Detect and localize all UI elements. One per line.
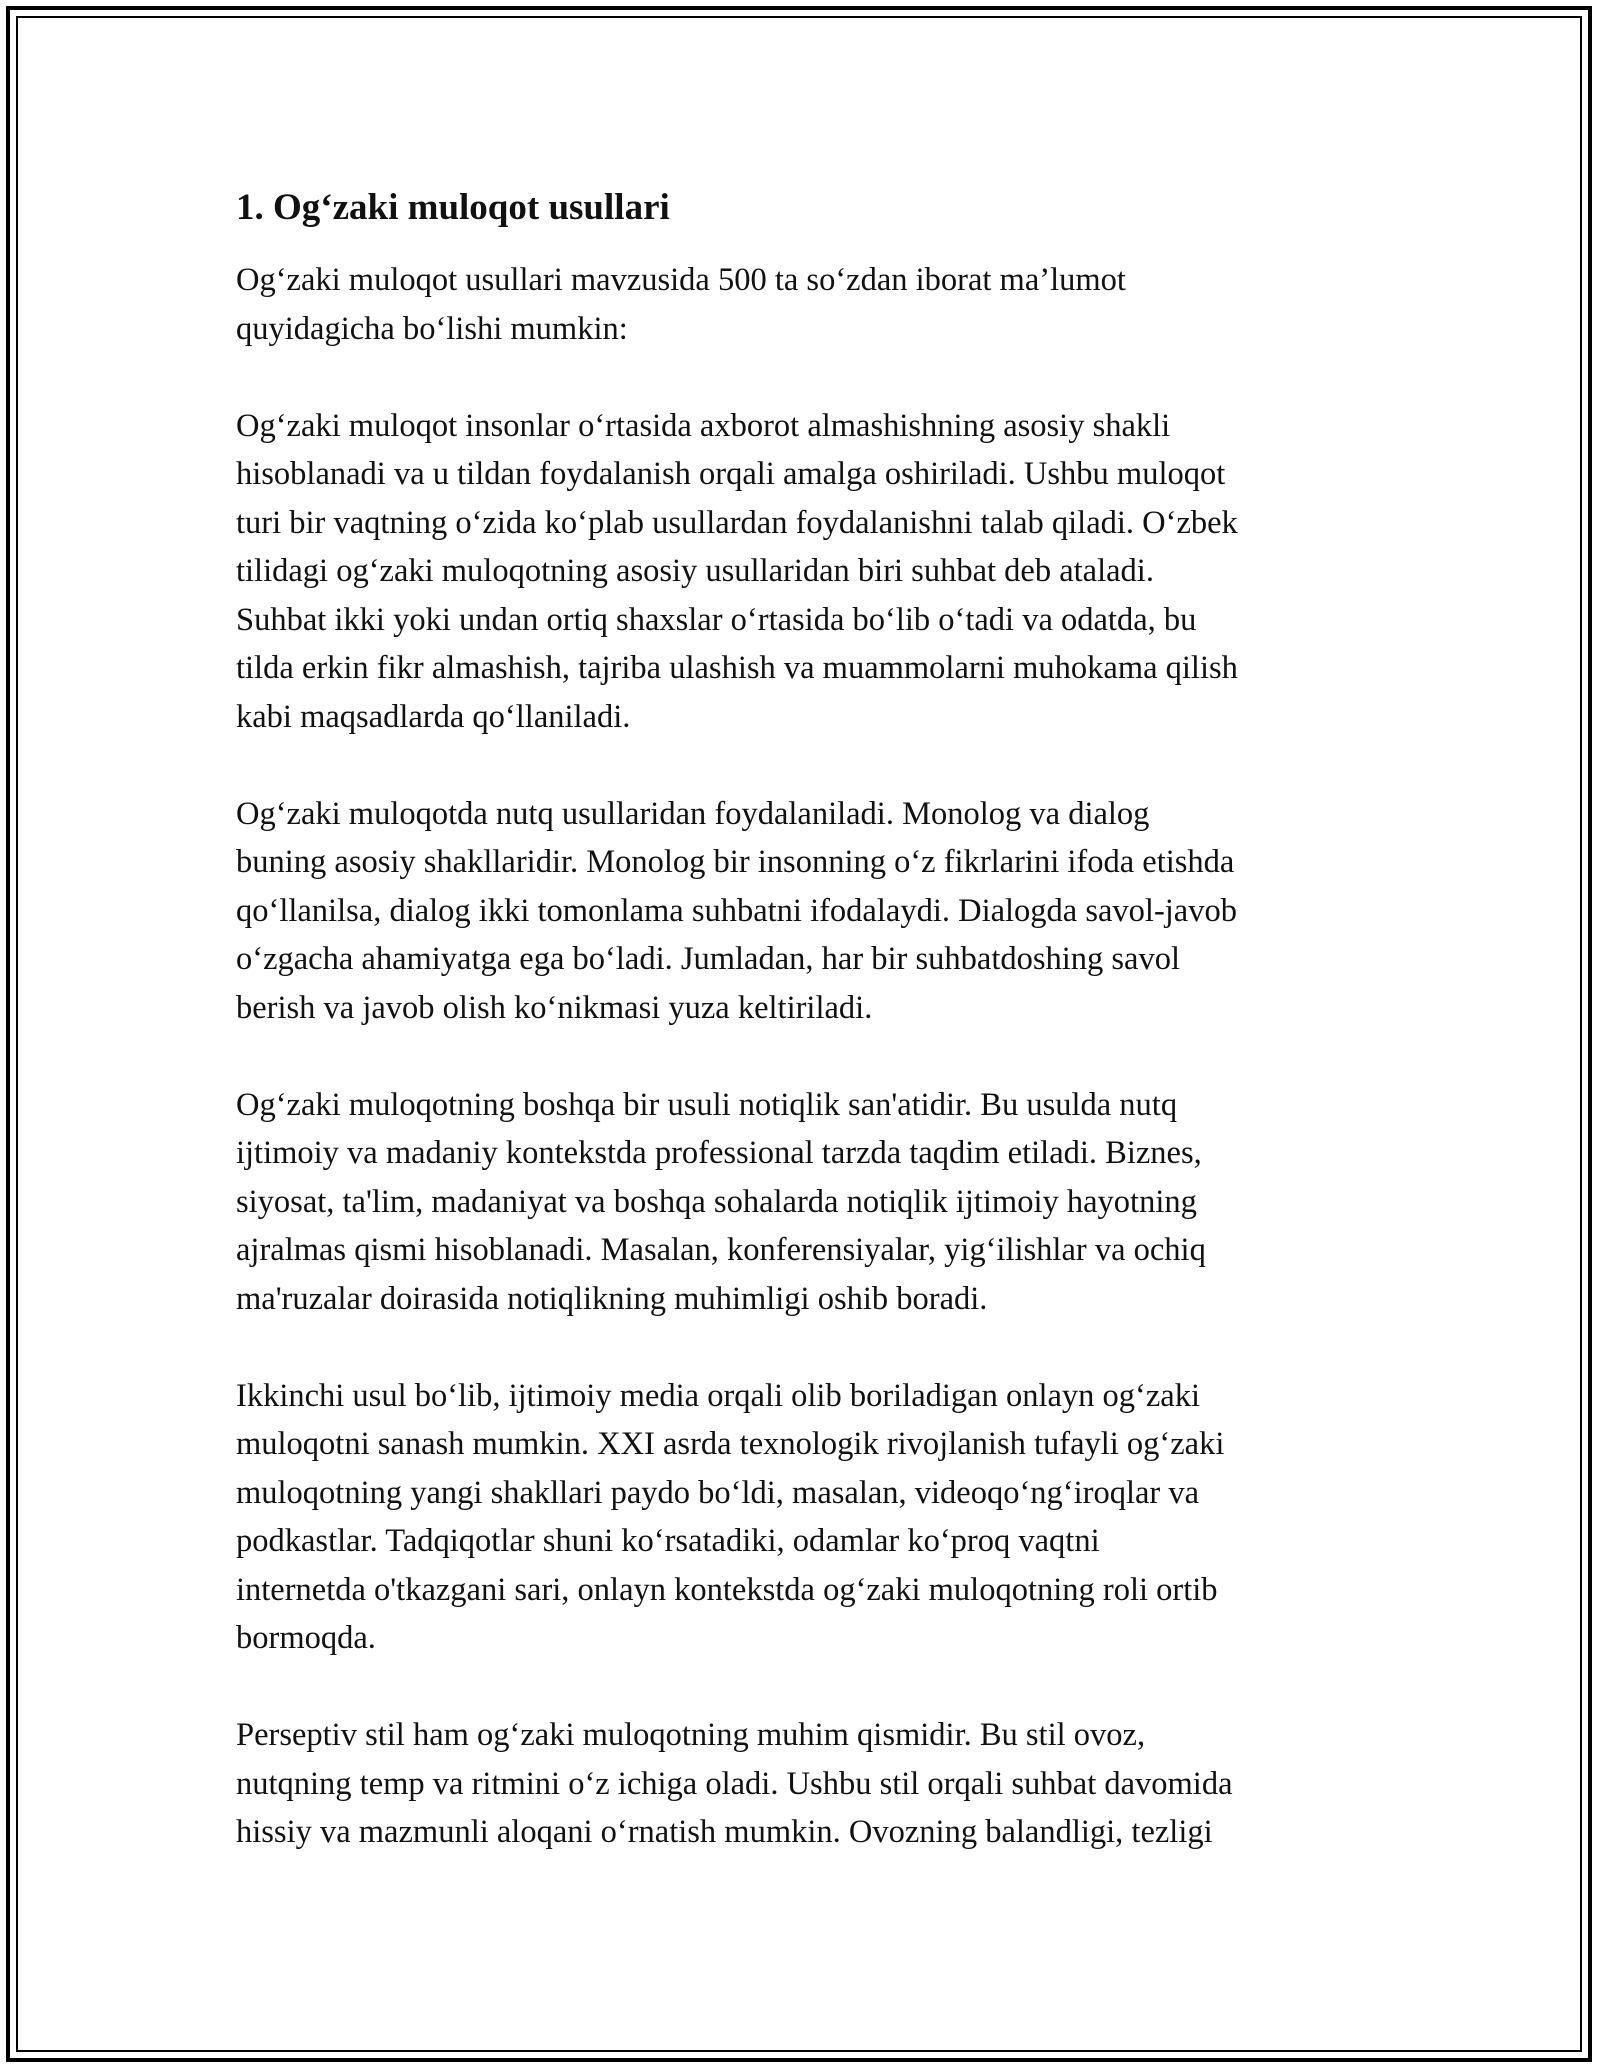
text-line: kabi maqsadlarda qo‘llaniladi.	[236, 698, 631, 735]
text-line: muloqotning yangi shakllari paydo bo‘ldi, masalan, videoqo‘ng‘iroqlar va	[236, 1474, 1200, 1511]
paragraph-intro	[236, 256, 1376, 353]
text-line: ajralmas qismi hisoblanadi. Masalan, konferensiyalar, yig‘ilishlar va ochiq	[236, 1232, 1206, 1268]
text-line: o‘zgacha ahamiyatga ega bo‘ladi. Jumladan, har bir suhbatdoshing savol	[236, 941, 1181, 977]
text-line: quyidagicha bo‘lishi mumkin:	[236, 310, 628, 347]
section-heading: 1. Og‘zaki muloqot usullari	[236, 187, 670, 228]
text-line: qo‘llanilsa, dialog ikki tomonlama suhbatni ifodalaydi. Dialogda savol-javob	[236, 892, 1237, 929]
text-line: podkastlar. Tadqiqotlar shuni ko‘rsatadiki, odamlar ko‘proq vaqtni	[236, 1523, 1100, 1559]
text-line: Suhbat ikki yoki undan ortiq shaxslar o‘rtasida bo‘lib o‘tadi va odatda, bu	[236, 601, 1197, 638]
paragraph-suhbat	[236, 402, 1376, 742]
text-line: muloqotni sanash mumkin. XXI asrda texnologik rivojlanish tufayli og‘zaki	[236, 1426, 1225, 1462]
document-body	[236, 184, 1376, 1905]
text-line: siyosat, ta'lim, madaniyat va boshqa sohalarda notiqlik ijtimoiy hayotning	[236, 1183, 1197, 1220]
text-line: berish va javob olish ko‘nikmasi yuza keltiriladi.	[236, 989, 873, 1026]
text-line: internetda o'tkazgani sari, onlayn kontekstda og‘zaki muloqotning roli ortib	[236, 1571, 1218, 1608]
text-line: tilda erkin fikr almashish, tajriba ulashish va muammolarni muhokama qilish	[236, 650, 1238, 686]
text-line: Og‘zaki muloqotda nutq usullaridan foydalaniladi. Monolog va dialog	[236, 795, 1150, 832]
text-line: tilidagi og‘zaki muloqotning asosiy usullaridan biri suhbat deb ataladi.	[236, 553, 1154, 589]
paragraph-onlayn	[236, 1372, 1376, 1663]
text-line: ijtimoiy va madaniy kontekstda professional tarzda taqdim etiladi. Biznes,	[236, 1135, 1202, 1171]
paragraph-perseptiv	[236, 1711, 1376, 1857]
text-line: hisoblanadi va u tildan foydalanish orqali amalga oshiriladi. Ushbu muloqot	[236, 456, 1226, 492]
text-line: Perseptiv stil ham og‘zaki muloqotning muhim qismidir. Bu stil ovoz,	[236, 1717, 1146, 1753]
text-line: bormoqda.	[236, 1620, 376, 1656]
text-line: Og‘zaki muloqotning boshqa bir usuli notiqlik san'atidir. Bu usulda nutq	[236, 1086, 1178, 1123]
text-line: nutqning temp va ritmini o‘z ichiga oladi. Ushbu stil orqali suhbat davomida	[236, 1765, 1233, 1802]
paragraph-notiqlik	[236, 1081, 1376, 1324]
text-line: Ikkinchi usul bo‘lib, ijtimoiy media orqali olib boriladigan onlayn og‘zaki	[236, 1377, 1200, 1414]
text-line: Og‘zaki muloqot usullari mavzusida 500 ta so‘zdan iborat ma’lumot	[236, 262, 1126, 298]
paragraph-monolog-dialog	[236, 790, 1376, 1033]
text-line: ma'ruzalar doirasida notiqlikning muhimligi oshib boradi.	[236, 1280, 988, 1317]
text-line: turi bir vaqtning o‘zida ko‘plab usullardan foydalanishni talab qiladi. O‘zbek	[236, 504, 1238, 541]
text-line: hissiy va mazmunli aloqani o‘rnatish mumkin. Ovozning balandligi, tezligi	[236, 1814, 1213, 1850]
text-line: buning asosiy shakllaridir. Monolog bir insonning o‘z fikrlarini ifoda etishda	[236, 844, 1235, 880]
text-line: Og‘zaki muloqot insonlar o‘rtasida axborot almashishning asosiy shakli	[236, 407, 1171, 444]
